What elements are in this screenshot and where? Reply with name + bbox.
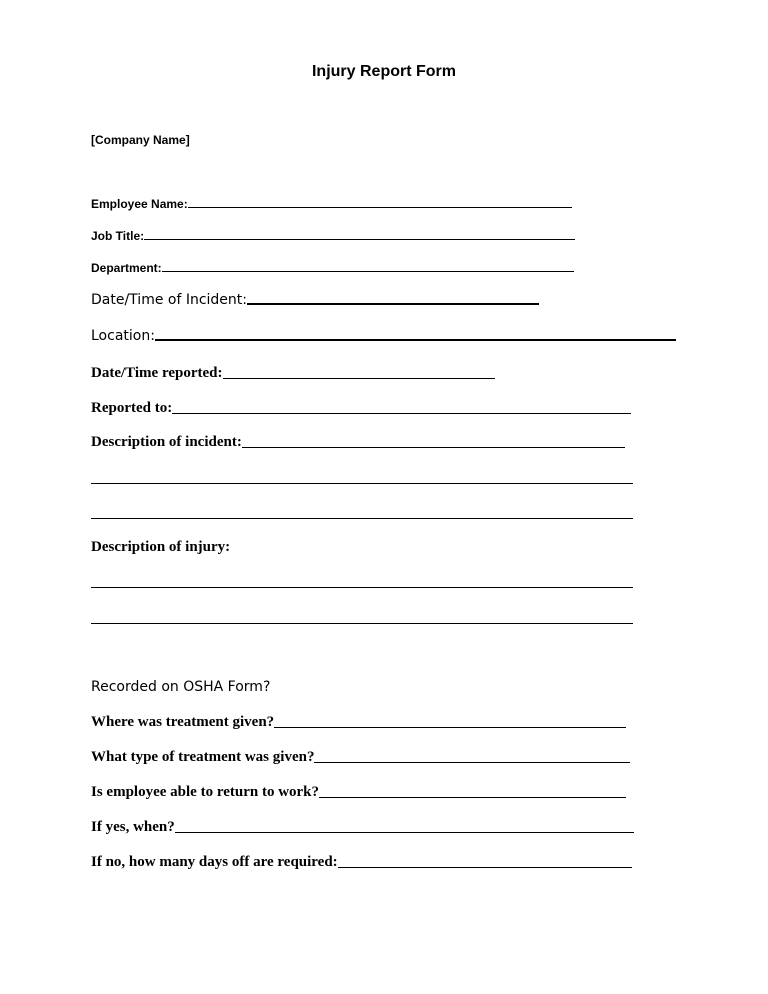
description-incident-blank[interactable] [242, 447, 625, 448]
if-no-days-label: If no, how many days off are required: [91, 854, 338, 870]
return-to-work-label: Is employee able to return to work? [91, 784, 320, 800]
date-time-incident-label: Date/Time of Incident: [91, 292, 248, 308]
if-yes-when-label: If yes, when? [91, 819, 175, 835]
employee-name-blank[interactable] [188, 207, 572, 208]
if-no-days-field[interactable] [91, 854, 632, 871]
description-injury-line-2[interactable] [91, 623, 633, 624]
date-time-incident-blank[interactable] [247, 303, 539, 305]
form-title: Injury Report Form [311, 63, 456, 80]
date-time-reported-field[interactable] [91, 365, 495, 382]
reported-to-field[interactable] [91, 400, 631, 417]
type-treatment-field[interactable] [91, 749, 630, 766]
description-injury-line-1[interactable] [91, 587, 633, 588]
employee-name-field[interactable] [91, 197, 572, 211]
if-yes-when-blank[interactable] [175, 832, 634, 833]
department-blank[interactable] [162, 271, 574, 272]
if-no-days-blank[interactable] [338, 867, 632, 868]
job-title-blank[interactable] [144, 239, 575, 240]
department-field[interactable] [91, 261, 574, 275]
job-title-field[interactable] [91, 229, 575, 243]
department-label: Department: [91, 261, 162, 275]
date-time-reported-blank[interactable] [223, 378, 495, 379]
description-injury-label: Description of injury: [91, 539, 231, 555]
return-to-work-blank[interactable] [319, 797, 626, 798]
location-blank[interactable] [155, 339, 676, 341]
location-label: Location: [91, 328, 155, 344]
description-incident-field[interactable] [91, 434, 625, 451]
if-yes-when-field[interactable] [91, 819, 634, 836]
where-treatment-blank[interactable] [274, 727, 626, 728]
return-to-work-field[interactable] [91, 784, 626, 801]
description-incident-line-2[interactable] [91, 483, 633, 484]
reported-to-label: Reported to: [91, 400, 173, 416]
employee-name-label: Employee Name: [91, 197, 188, 211]
type-treatment-blank[interactable] [314, 762, 630, 763]
company-name: [Company Name] [91, 133, 190, 147]
location-field[interactable] [91, 328, 676, 344]
date-time-incident-field[interactable] [91, 292, 539, 308]
date-time-reported-label: Date/Time reported: [91, 365, 223, 381]
description-incident-label: Description of incident: [91, 434, 242, 450]
where-treatment-label: Where was treatment given? [91, 714, 275, 730]
recorded-osha-label: Recorded on OSHA Form? [91, 679, 271, 695]
type-treatment-label: What type of treatment was given? [91, 749, 315, 765]
description-incident-line-3[interactable] [91, 518, 633, 519]
job-title-label: Job Title: [91, 229, 145, 243]
reported-to-blank[interactable] [172, 413, 631, 414]
where-treatment-field[interactable] [91, 714, 626, 731]
